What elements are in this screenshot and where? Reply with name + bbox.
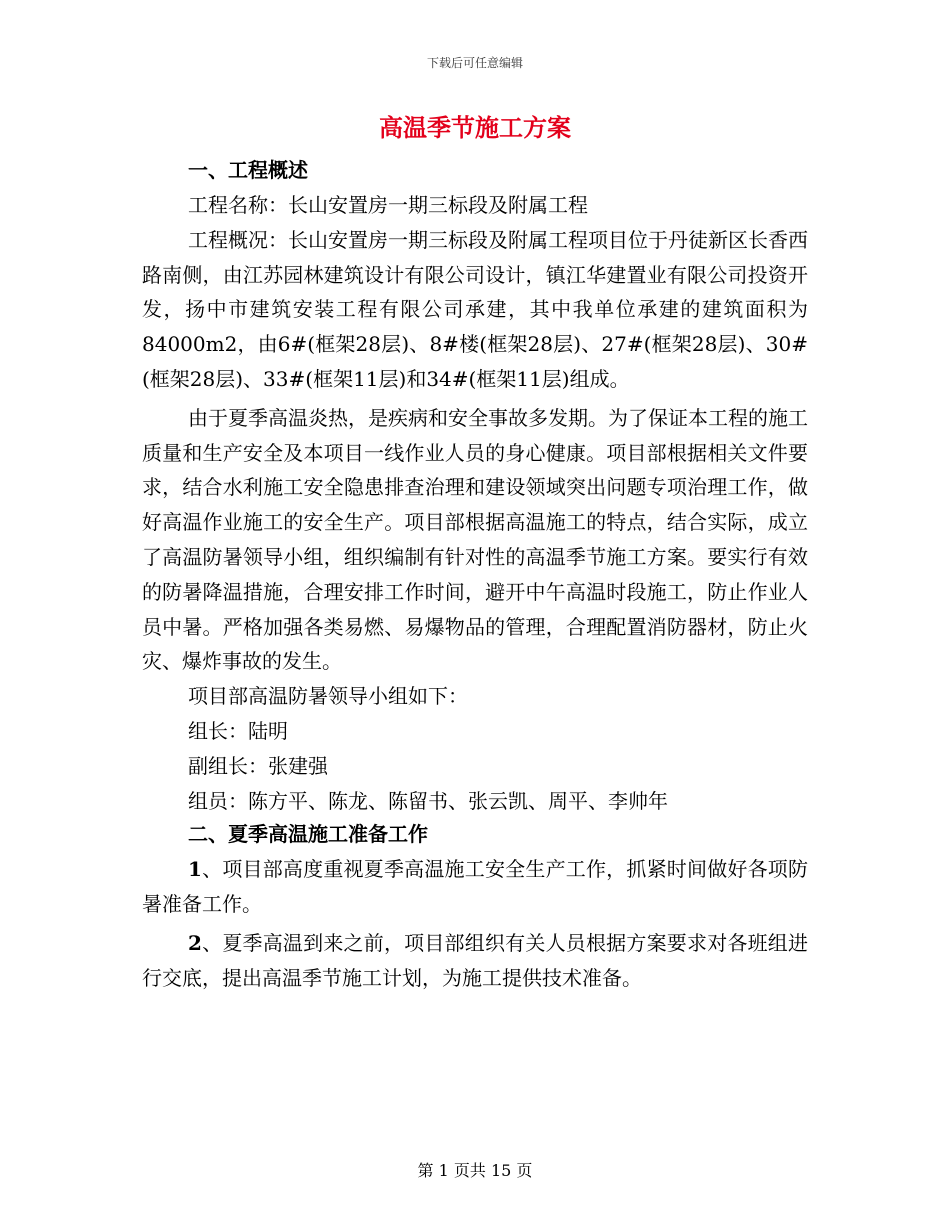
section-2-heading: 二、夏季高温施工准备工作 xyxy=(188,822,428,847)
prep-item-1 xyxy=(142,852,808,922)
document-body xyxy=(142,108,808,996)
project-overview-paragraph: 工程概况：长山安置房一期三标段及附属工程项目位于丹徒新区长香西路南侧，由江苏园林建筑设计有限公司设计，镇江华建置业有限公司投资开发，扬中市建筑安装工程有限公司承建，其中我单位承建的建筑面积为84000m2，由6#(框架28层)、8#楼(框架28层)、27#(框架28层)、30#(框架28层)、33#(框架11层)和34#(框架11层)组成。 xyxy=(142,227,808,391)
group-intro-line: 项目部高温防暑领导小组如下： xyxy=(188,684,468,709)
document-title: 高温季节施工方案 xyxy=(379,113,571,142)
section-1-heading: 一、工程概述 xyxy=(188,158,308,182)
summer-heat-paragraph: 由于夏季高温炎热，是疾病和安全事故多发期。为了保证本工程的施工质量和生产安全及本项目一线作业人员的身心健康。项目部根据相关文件要求，结合水利施工安全隐患排查治理和建设领域突出问题专项治理工作，做好高温作业施工的安全生产。项目部根据高温施工的特点，结合实际，成立了高温防暑领导小组，组织编制有针对性的高温季节施工方案。要实行有效的防暑降温措施，合理安排工作时间，避开中午高温时段施工，防止作业人员中暑。严格加强各类易燃、易爆物品的管理，合理配置消防器材，防止火灾、爆炸事故的发生。 xyxy=(142,405,808,674)
prep-item-2 xyxy=(142,926,808,996)
prep-item-1-text: 、项目部高度重视夏季高温施工安全生产工作，抓紧时间做好各项防暑准备工作。 xyxy=(142,857,808,917)
header-note: 下载后可任意编辑 xyxy=(426,56,523,70)
group-members-line: 组员：陈方平、陈龙、陈留书、张云凯、周平、李帅年 xyxy=(188,788,668,813)
deputy-leader-line: 副组长：张建强 xyxy=(188,753,328,778)
project-name-line: 工程名称：长山安置房一期三标段及附属工程 xyxy=(188,193,588,217)
prep-item-2-number: 2 xyxy=(188,930,202,955)
group-leader-line: 组长：陆明 xyxy=(188,718,288,743)
page-footer: 第 1 页共 15 页 xyxy=(417,1161,533,1180)
prep-item-2-text: 、夏季高温到来之前，项目部组织有关人员根据方案要求对各班组进行交底，提出高温季节施工计划，为施工提供技术准备。 xyxy=(142,930,808,990)
prep-item-1-number: 1 xyxy=(188,857,202,882)
